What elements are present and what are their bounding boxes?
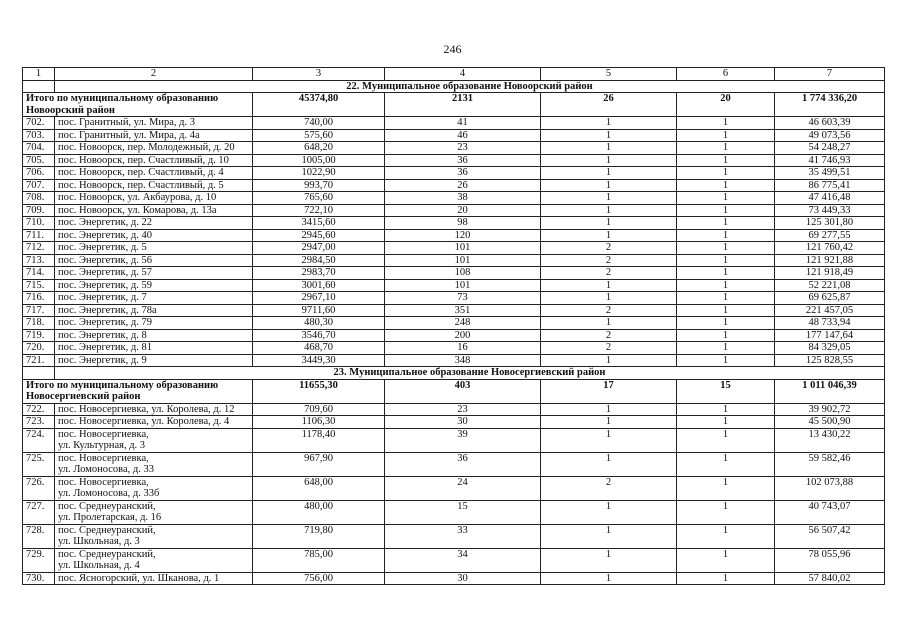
table-cell: 726. [23, 476, 55, 500]
table-cell: 1 [677, 192, 775, 205]
table-cell: 717. [23, 304, 55, 317]
table-cell: 1 [677, 229, 775, 242]
table-row [23, 279, 885, 292]
column-header: 3 [253, 68, 385, 81]
table-cell: пос. Новоорск, пер. Молодежный, д. 20 [55, 142, 253, 155]
table-cell: 73 449,33 [775, 204, 885, 217]
table-cell: 648,00 [253, 476, 385, 500]
table-cell: 36 [385, 167, 541, 180]
table-header-row [23, 68, 885, 81]
table-cell: 15 [385, 500, 541, 524]
table-cell: 1 [541, 354, 677, 367]
table-cell: 708. [23, 192, 55, 205]
table-cell: 716. [23, 292, 55, 305]
table-cell: 1 [677, 142, 775, 155]
table-cell: 1 [677, 329, 775, 342]
table-cell: 711. [23, 229, 55, 242]
table-cell: 710. [23, 217, 55, 230]
table-row [23, 572, 885, 585]
table-cell: 702. [23, 117, 55, 130]
table-cell: пос. Новоорск, пер. Счастливый, д. 4 [55, 167, 253, 180]
column-header: 6 [677, 68, 775, 81]
table-cell: 1 [541, 154, 677, 167]
table-cell: 1 [541, 192, 677, 205]
total-label: Итого по муниципальному образованию Новосергиевский район [23, 379, 253, 403]
address-line: пос. Среднеуранский, [58, 500, 156, 512]
address-line: пос. Новосергиевка, [58, 476, 149, 488]
page-number: 246 [443, 42, 462, 56]
table-cell: 1 [541, 317, 677, 330]
table-cell: 1 [677, 129, 775, 142]
section-header-row [23, 367, 885, 380]
section-title: 23. Муниципальное образование Новосергиевский район [55, 367, 885, 380]
total-label: Итого по муниципальному образованию Новоорский район [23, 93, 253, 117]
table-cell [55, 428, 253, 452]
table-cell: 765,60 [253, 192, 385, 205]
table-row [23, 154, 885, 167]
table-row [23, 428, 885, 452]
table-cell: 2 [541, 329, 677, 342]
table-cell: 1 [541, 403, 677, 416]
table-cell: пос. Гранитный, ул. Мира, д. 4а [55, 129, 253, 142]
table-cell: пос. Новоорск, ул. Акбаурова, д. 10 [55, 192, 253, 205]
address-line: ул. Школьная, д. 4 [58, 560, 140, 571]
table-cell: 120 [385, 229, 541, 242]
table-cell: 73 [385, 292, 541, 305]
table-cell: 1 [677, 342, 775, 355]
table-cell: 1 [677, 304, 775, 317]
table-row [23, 500, 885, 524]
table-cell: 1 774 336,20 [775, 93, 885, 117]
table-cell: 248 [385, 317, 541, 330]
table-cell: пос. Новосергиевка, ул. Королева, д. 4 [55, 416, 253, 429]
table-cell: пос. Новоорск, пер. Счастливый, д. 10 [55, 154, 253, 167]
table-cell: 2947,00 [253, 242, 385, 255]
table-cell: 2 [541, 476, 677, 500]
table-cell: 740,00 [253, 117, 385, 130]
table-cell: 125 301,80 [775, 217, 885, 230]
table-cell: 403 [385, 379, 541, 403]
table-cell: 26 [541, 93, 677, 117]
table-cell: 1 [677, 476, 775, 500]
table-cell: 1 [541, 524, 677, 548]
table-cell: 1 [677, 317, 775, 330]
table-cell: 1 [541, 279, 677, 292]
table-row [23, 416, 885, 429]
table-cell: 756,00 [253, 572, 385, 585]
section-header-row [23, 80, 885, 93]
table-cell: 41 746,93 [775, 154, 885, 167]
table-cell: 20 [677, 93, 775, 117]
table-cell: 101 [385, 254, 541, 267]
table-cell: 48 733,94 [775, 317, 885, 330]
table-cell: пос. Энергетик, д. 9 [55, 354, 253, 367]
table-cell: 11655,30 [253, 379, 385, 403]
table-cell: 1 [541, 452, 677, 476]
table-row [23, 452, 885, 476]
table-cell: 1 [677, 179, 775, 192]
table-cell: 1 [541, 117, 677, 130]
table-cell: 2984,50 [253, 254, 385, 267]
table-cell: 30 [385, 572, 541, 585]
table-cell: 101 [385, 279, 541, 292]
table-cell: 2 [541, 254, 677, 267]
table-cell: 59 582,46 [775, 452, 885, 476]
table-cell: 1 [677, 279, 775, 292]
table-row [23, 548, 885, 572]
table-row [23, 476, 885, 500]
table-cell: 1 [541, 217, 677, 230]
table-cell: 45 500,90 [775, 416, 885, 429]
table-cell: 2 [541, 267, 677, 280]
table-cell: 1 [677, 548, 775, 572]
table-cell: 705. [23, 154, 55, 167]
table-row [23, 142, 885, 155]
table-row [23, 354, 885, 367]
table-cell: 3449,30 [253, 354, 385, 367]
address-line: пос. Среднеуранский, [58, 524, 156, 536]
table-row [23, 217, 885, 230]
housing-table [22, 67, 885, 585]
table-cell: 49 073,56 [775, 129, 885, 142]
table-cell: пос. Энергетик, д. 40 [55, 229, 253, 242]
table-row [23, 342, 885, 355]
table-cell: 1 [677, 242, 775, 255]
table-row [23, 292, 885, 305]
table-cell: 727. [23, 500, 55, 524]
table-cell: 1 [541, 572, 677, 585]
address-line: ул. Школьная, д. 3 [58, 536, 140, 547]
table-cell: 2945,60 [253, 229, 385, 242]
table-cell: 39 902,72 [775, 403, 885, 416]
table-cell: 47 416,48 [775, 192, 885, 205]
table-cell: 57 840,02 [775, 572, 885, 585]
table-cell: 714. [23, 267, 55, 280]
table-cell: пос. Энергетик, д. 5 [55, 242, 253, 255]
table-cell: 108 [385, 267, 541, 280]
table-cell: 2 [541, 342, 677, 355]
table-row [23, 304, 885, 317]
table-cell: пос. Энергетик, д. 57 [55, 267, 253, 280]
table-cell: 125 828,55 [775, 354, 885, 367]
table-row [23, 317, 885, 330]
table-cell [23, 367, 55, 380]
table-cell: 1 [677, 500, 775, 524]
address-line: ул. Культурная, д. 3 [58, 440, 146, 451]
table-row [23, 524, 885, 548]
table-cell: 348 [385, 354, 541, 367]
table-cell: пос. Энергетик, д. 7 [55, 292, 253, 305]
table-cell: 712. [23, 242, 55, 255]
address-line: пос. Новосергиевка, [58, 452, 149, 464]
table-cell: 15 [677, 379, 775, 403]
table-cell: 1 [541, 548, 677, 572]
table-row [23, 117, 885, 130]
table-cell: 468,70 [253, 342, 385, 355]
table-cell: 730. [23, 572, 55, 585]
table-cell: 993,70 [253, 179, 385, 192]
table-cell: 56 507,42 [775, 524, 885, 548]
table-cell: 121 921,88 [775, 254, 885, 267]
table-cell: 704. [23, 142, 55, 155]
table-cell: 351 [385, 304, 541, 317]
table-row [23, 192, 885, 205]
table-cell: 1005,00 [253, 154, 385, 167]
table-cell [55, 500, 253, 524]
table-cell: 2 [541, 242, 677, 255]
table-cell: 967,90 [253, 452, 385, 476]
table-cell: 575,60 [253, 129, 385, 142]
table-cell: 713. [23, 254, 55, 267]
table-cell: 1 [677, 254, 775, 267]
table-cell: 45374,80 [253, 93, 385, 117]
table-cell [55, 548, 253, 572]
address-line: ул. Пролетарская, д. 16 [58, 512, 162, 523]
table-cell: 2983,70 [253, 267, 385, 280]
table-cell: пос. Энергетик, д. 59 [55, 279, 253, 292]
table-cell: 729. [23, 548, 55, 572]
table-cell: 1 [677, 117, 775, 130]
table-cell: 1 [541, 292, 677, 305]
column-header: 5 [541, 68, 677, 81]
table-cell: 86 775,41 [775, 179, 885, 192]
table-cell: 785,00 [253, 548, 385, 572]
table-cell: 69 625,87 [775, 292, 885, 305]
table-cell: пос. Энергетик, д. 78а [55, 304, 253, 317]
table-cell: 1 [677, 292, 775, 305]
column-header: 2 [55, 68, 253, 81]
table-cell: 480,00 [253, 500, 385, 524]
table-cell: 718. [23, 317, 55, 330]
table-row [23, 204, 885, 217]
table-cell: 36 [385, 452, 541, 476]
table-cell: 121 760,42 [775, 242, 885, 255]
table-cell: 1 [677, 524, 775, 548]
table-row [23, 167, 885, 180]
table-cell: пос. Гранитный, ул. Мира, д. 3 [55, 117, 253, 130]
table-row [23, 254, 885, 267]
table-cell: 30 [385, 416, 541, 429]
table-row [23, 403, 885, 416]
table-cell: 3415,60 [253, 217, 385, 230]
table-cell: 177 147,64 [775, 329, 885, 342]
table-row [23, 267, 885, 280]
table-cell: 728. [23, 524, 55, 548]
total-row [23, 379, 885, 403]
table-cell: 1 [677, 452, 775, 476]
address-line: пос. Новосергиевка, [58, 428, 149, 440]
table-cell: 1 [541, 179, 677, 192]
table-cell: 723. [23, 416, 55, 429]
table-cell: 23 [385, 403, 541, 416]
table-cell: 648,20 [253, 142, 385, 155]
table-cell: 1 [541, 428, 677, 452]
table-cell: 69 277,55 [775, 229, 885, 242]
table-cell [55, 452, 253, 476]
column-header: 7 [775, 68, 885, 81]
table-cell: 35 499,51 [775, 167, 885, 180]
table-cell: 52 221,08 [775, 279, 885, 292]
table-cell: 54 248,27 [775, 142, 885, 155]
table-cell: 1 [677, 572, 775, 585]
table-cell: 1178,40 [253, 428, 385, 452]
table-cell: 1 [541, 129, 677, 142]
table-cell: 98 [385, 217, 541, 230]
table-cell: 41 [385, 117, 541, 130]
table-cell: 1 [541, 229, 677, 242]
table-cell: 1022,90 [253, 167, 385, 180]
table-cell: 2967,10 [253, 292, 385, 305]
table-cell: 3001,60 [253, 279, 385, 292]
table-cell: 36 [385, 154, 541, 167]
table-cell: 719. [23, 329, 55, 342]
table-cell: 34 [385, 548, 541, 572]
table-cell: 1 011 046,39 [775, 379, 885, 403]
table-cell: 709. [23, 204, 55, 217]
section-title: 22. Муниципальное образование Новоорский район [55, 80, 885, 93]
table-cell: 101 [385, 242, 541, 255]
table-cell: 121 918,49 [775, 267, 885, 280]
address-line: пос. Среднеуранский, [58, 548, 156, 560]
table-row [23, 129, 885, 142]
address-line: ул. Ломоносова, д. 33б [58, 488, 160, 499]
table-cell: 1 [677, 204, 775, 217]
table-cell: 46 [385, 129, 541, 142]
table-cell: 725. [23, 452, 55, 476]
table-cell: 2 [541, 304, 677, 317]
table-cell: 1 [541, 204, 677, 217]
table-cell: 84 329,05 [775, 342, 885, 355]
table-cell: 78 055,96 [775, 548, 885, 572]
table-cell: 707. [23, 179, 55, 192]
table-cell: 480,30 [253, 317, 385, 330]
total-row [23, 93, 885, 117]
table-cell: 1 [677, 217, 775, 230]
column-header: 1 [23, 68, 55, 81]
table-cell [55, 524, 253, 548]
table-cell: 1 [677, 416, 775, 429]
table-cell: 17 [541, 379, 677, 403]
table-cell: 724. [23, 428, 55, 452]
table-row [23, 179, 885, 192]
table-cell: пос. Энергетик, д. 8 [55, 329, 253, 342]
table-cell [23, 80, 55, 93]
table-cell: 1 [677, 403, 775, 416]
table-cell: 16 [385, 342, 541, 355]
table-cell: 13 430,22 [775, 428, 885, 452]
table-cell: 709,60 [253, 403, 385, 416]
table-cell: 26 [385, 179, 541, 192]
table-cell: 721. [23, 354, 55, 367]
table-cell: 23 [385, 142, 541, 155]
table-cell: пос. Энергетик, д. 56 [55, 254, 253, 267]
table-cell: 1 [541, 142, 677, 155]
table-cell: 720. [23, 342, 55, 355]
table-cell: 1 [541, 500, 677, 524]
table-row [23, 229, 885, 242]
table-row [23, 242, 885, 255]
table-cell [55, 476, 253, 500]
table-cell: 722,10 [253, 204, 385, 217]
table-cell: 1 [677, 428, 775, 452]
table-cell: пос. Ясногорский, ул. Шканова, д. 1 [55, 572, 253, 585]
table-cell: 40 743,07 [775, 500, 885, 524]
table-cell: 722. [23, 403, 55, 416]
table-cell: пос. Энергетик, д. 81 [55, 342, 253, 355]
table-cell: 46 603,39 [775, 117, 885, 130]
table-cell: 703. [23, 129, 55, 142]
table-cell: 1 [541, 416, 677, 429]
table-cell: 1 [677, 354, 775, 367]
table-cell: 20 [385, 204, 541, 217]
table-cell: пос. Энергетик, д. 79 [55, 317, 253, 330]
table-cell: 1106,30 [253, 416, 385, 429]
table-cell: 3546,70 [253, 329, 385, 342]
table-cell: 38 [385, 192, 541, 205]
table-cell: 706. [23, 167, 55, 180]
table-cell: 2131 [385, 93, 541, 117]
table-cell: пос. Новоорск, ул. Комарова, д. 13а [55, 204, 253, 217]
table-cell: 715. [23, 279, 55, 292]
table-cell: 200 [385, 329, 541, 342]
table-cell: 9711,60 [253, 304, 385, 317]
table-row [23, 329, 885, 342]
table-cell: пос. Энергетик, д. 22 [55, 217, 253, 230]
column-header: 4 [385, 68, 541, 81]
table-cell: пос. Новоорск, пер. Счастливый, д. 5 [55, 179, 253, 192]
table-cell: 33 [385, 524, 541, 548]
table-cell: 1 [541, 167, 677, 180]
table-cell: 1 [677, 267, 775, 280]
table-cell: пос. Новосергиевка, ул. Королева, д. 12 [55, 403, 253, 416]
table-cell: 102 073,88 [775, 476, 885, 500]
table-cell: 39 [385, 428, 541, 452]
table-cell: 1 [677, 154, 775, 167]
table-cell: 719,80 [253, 524, 385, 548]
table-cell: 24 [385, 476, 541, 500]
address-line: ул. Ломоносова, д. 33 [58, 464, 154, 475]
table-cell: 1 [677, 167, 775, 180]
table-cell: 221 457,05 [775, 304, 885, 317]
